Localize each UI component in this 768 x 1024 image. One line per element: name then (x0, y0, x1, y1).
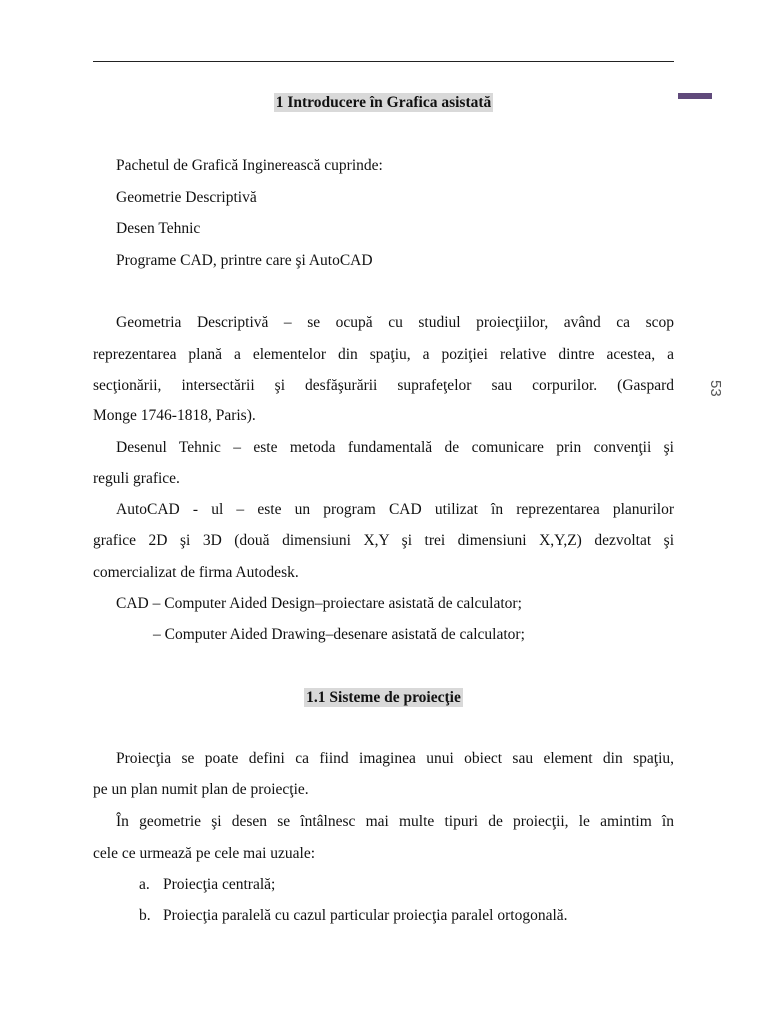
intro-line: Programe CAD, printre care şi AutoCAD (116, 252, 373, 269)
paragraph-line: reguli grafice. (93, 470, 180, 487)
header-rule (93, 61, 674, 62)
cad-definition: – Computer Aided Drawing–desenare asistată de calculator; (153, 626, 525, 643)
list-marker: b. (139, 907, 151, 924)
paragraph-line: Geometria Descriptivă – se ocupă cu studiul proiecţiilor, având ca scop (116, 314, 674, 331)
paragraph-line: cele ce urmează pe cele mai uzuale: (93, 845, 316, 862)
paragraph-line: secţionării, intersectării şi desfăşurării suprafeţelor sau corpurilor. (Gaspard (93, 377, 674, 394)
accent-bar (678, 93, 712, 99)
list-item-text: Proiecţia centrală; (163, 876, 276, 893)
subsection-heading (93, 689, 674, 707)
list-item (139, 907, 568, 925)
paragraph-line: grafice 2D şi 3D (două dimensiuni X,Y şi trei dimensiuni X,Y,Z) dezvoltat şi (93, 532, 674, 549)
cad-definition: CAD – Computer Aided Design–proiectare asistată de calculator; (116, 595, 522, 612)
list-item (139, 876, 275, 894)
intro-line: Pachetul de Grafică Inginerească cuprinde: (116, 157, 383, 174)
intro-line: Geometrie Descriptivă (116, 189, 257, 206)
paragraph-line: pe un plan numit plan de proiecţie. (93, 781, 309, 798)
paragraph-line: Desenul Tehnic – este metoda fundamentală de comunicare prin convenţii şi (116, 439, 674, 456)
section-heading (93, 94, 674, 112)
intro-line: Desen Tehnic (116, 220, 201, 237)
paragraph-line: comercializat de firma Autodesk. (93, 564, 299, 581)
paragraph-line: Proiecţia se poate defini ca fiind imaginea unui obiect sau element din spaţiu, (116, 750, 674, 767)
paragraph-line: Monge 1746-1818, Paris). (93, 407, 256, 424)
page-number: 53 (707, 380, 724, 397)
paragraph-line: În geometrie şi desen se întâlnesc mai multe tipuri de proiecţii, le amintim în (116, 813, 674, 830)
list-marker: a. (139, 876, 150, 893)
paragraph-line: reprezentarea plană a elementelor din spaţiu, a poziţiei relative dintre acestea, a (93, 346, 674, 363)
section-heading-text: 1 Introducere în Grafica asistată (275, 94, 492, 111)
list-item-text: Proiecţia paralelă cu cazul particular proiecţia paralel ortogonală. (163, 907, 568, 924)
paragraph-line: AutoCAD - ul – este un program CAD utilizat în reprezentarea planurilor (116, 501, 674, 518)
subsection-heading-text: 1.1 Sisteme de proiecţie (306, 689, 461, 706)
